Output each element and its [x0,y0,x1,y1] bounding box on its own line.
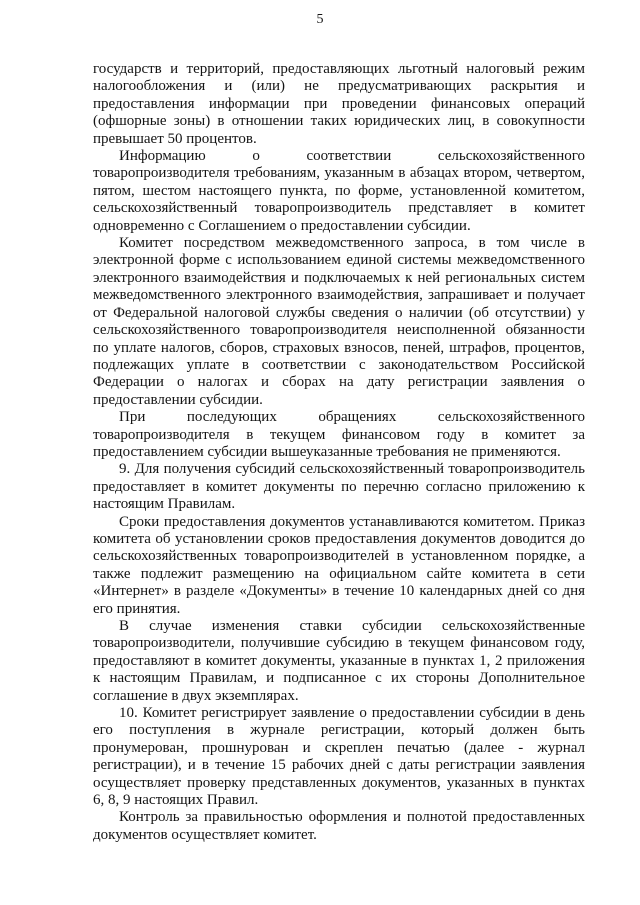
paragraph-subsequent-requests: При последующих обращениях сельскохозяйственного товаропроизводителя в текущем финансовом году в комитет за предоставлением субсидии вышеуказанные требования не применяются. [93,409,585,460]
paragraph-continuation: государств и территорий, предоставляющих льготный налоговый режим налогообложения и (или) не предусматривающих раскрытия и предоставления информации при проведении финансовых операций (офшорные зоны) в отношении таких юридических лиц, в совокупности превышает 50 процентов. [93,61,585,147]
paragraph-item-10: 10. Комитет регистрирует заявление о предоставлении субсидии в день его поступления в журнале регистрации, который должен быть пронумерован, прошнурован и скреплен печатью (далее - журнал регистрации), и в течение 15 рабочих дней с даты регистрации заявления осуществляет проверку представленных документов, указанных в пунктах 6, 8, 9 настоящих Правил. [93,705,585,809]
paragraph-compliance-info: Информацию о соответствии сельскохозяйственного товаропроизводителя требованиям, указанным в абзацах втором, четвертом, пятом, шестом настоящего пункта, по форме, установленной комитетом, сельскохозяйственный товаропроизводитель представляет в комитет одновременно с Соглашением о предоставлении субсидии. [93,148,585,234]
paragraph-rate-change: В случае изменения ставки субсидии сельскохозяйственные товаропроизводители, получившие субсидию в текущем финансовом году, предоставляют в комитет документы, указанные в пунктах 1, 2 приложения к настоящим Правилам, и подписанное с их стороны Дополнительное соглашение в двух экземплярах. [93,618,585,704]
paragraph-submission-deadlines: Сроки предоставления документов устанавливаются комитетом. Приказ комитета об установлении сроков предоставления документов доводится до сельскохозяйственных товаропроизводителей в установленном порядке, а также подлежит размещению на официальном сайте комитета в сети «Интернет» в разделе «Документы» в течение 10 календарных дней со дня его принятия. [93,513,585,617]
document-body [93,61,585,844]
paragraph-item-9: 9. Для получения субсидий сельскохозяйственный товаропроизводитель предоставляет в комитет документы по перечню согласно приложению к настоящим Правилам. [93,461,585,513]
page-number: 5 [316,12,324,27]
paragraph-control: Контроль за правильностью оформления и полнотой предоставленных документов осуществляет комитет. [93,809,585,843]
paragraph-interagency-request: Комитет посредством межведомственного запроса, в том числе в электронной форме с использованием единой системы межведомственного электронного взаимодействия и подключаемых к ней региональных систем межведомственного электронного взаимодействия, запрашивает и получает от Федеральной налоговой службы сведения о наличии (об отсутствии) у сельскохозяйственного товаропроизводителя неисполненной обязанности по уплате налогов, сборов, страховых взносов, пеней, штрафов, процентов, подлежащих уплате в соответствии с законодательством Российской Федерации о налогах и сборах на дату регистрации заявления о предоставлении субсидии. [93,235,585,408]
